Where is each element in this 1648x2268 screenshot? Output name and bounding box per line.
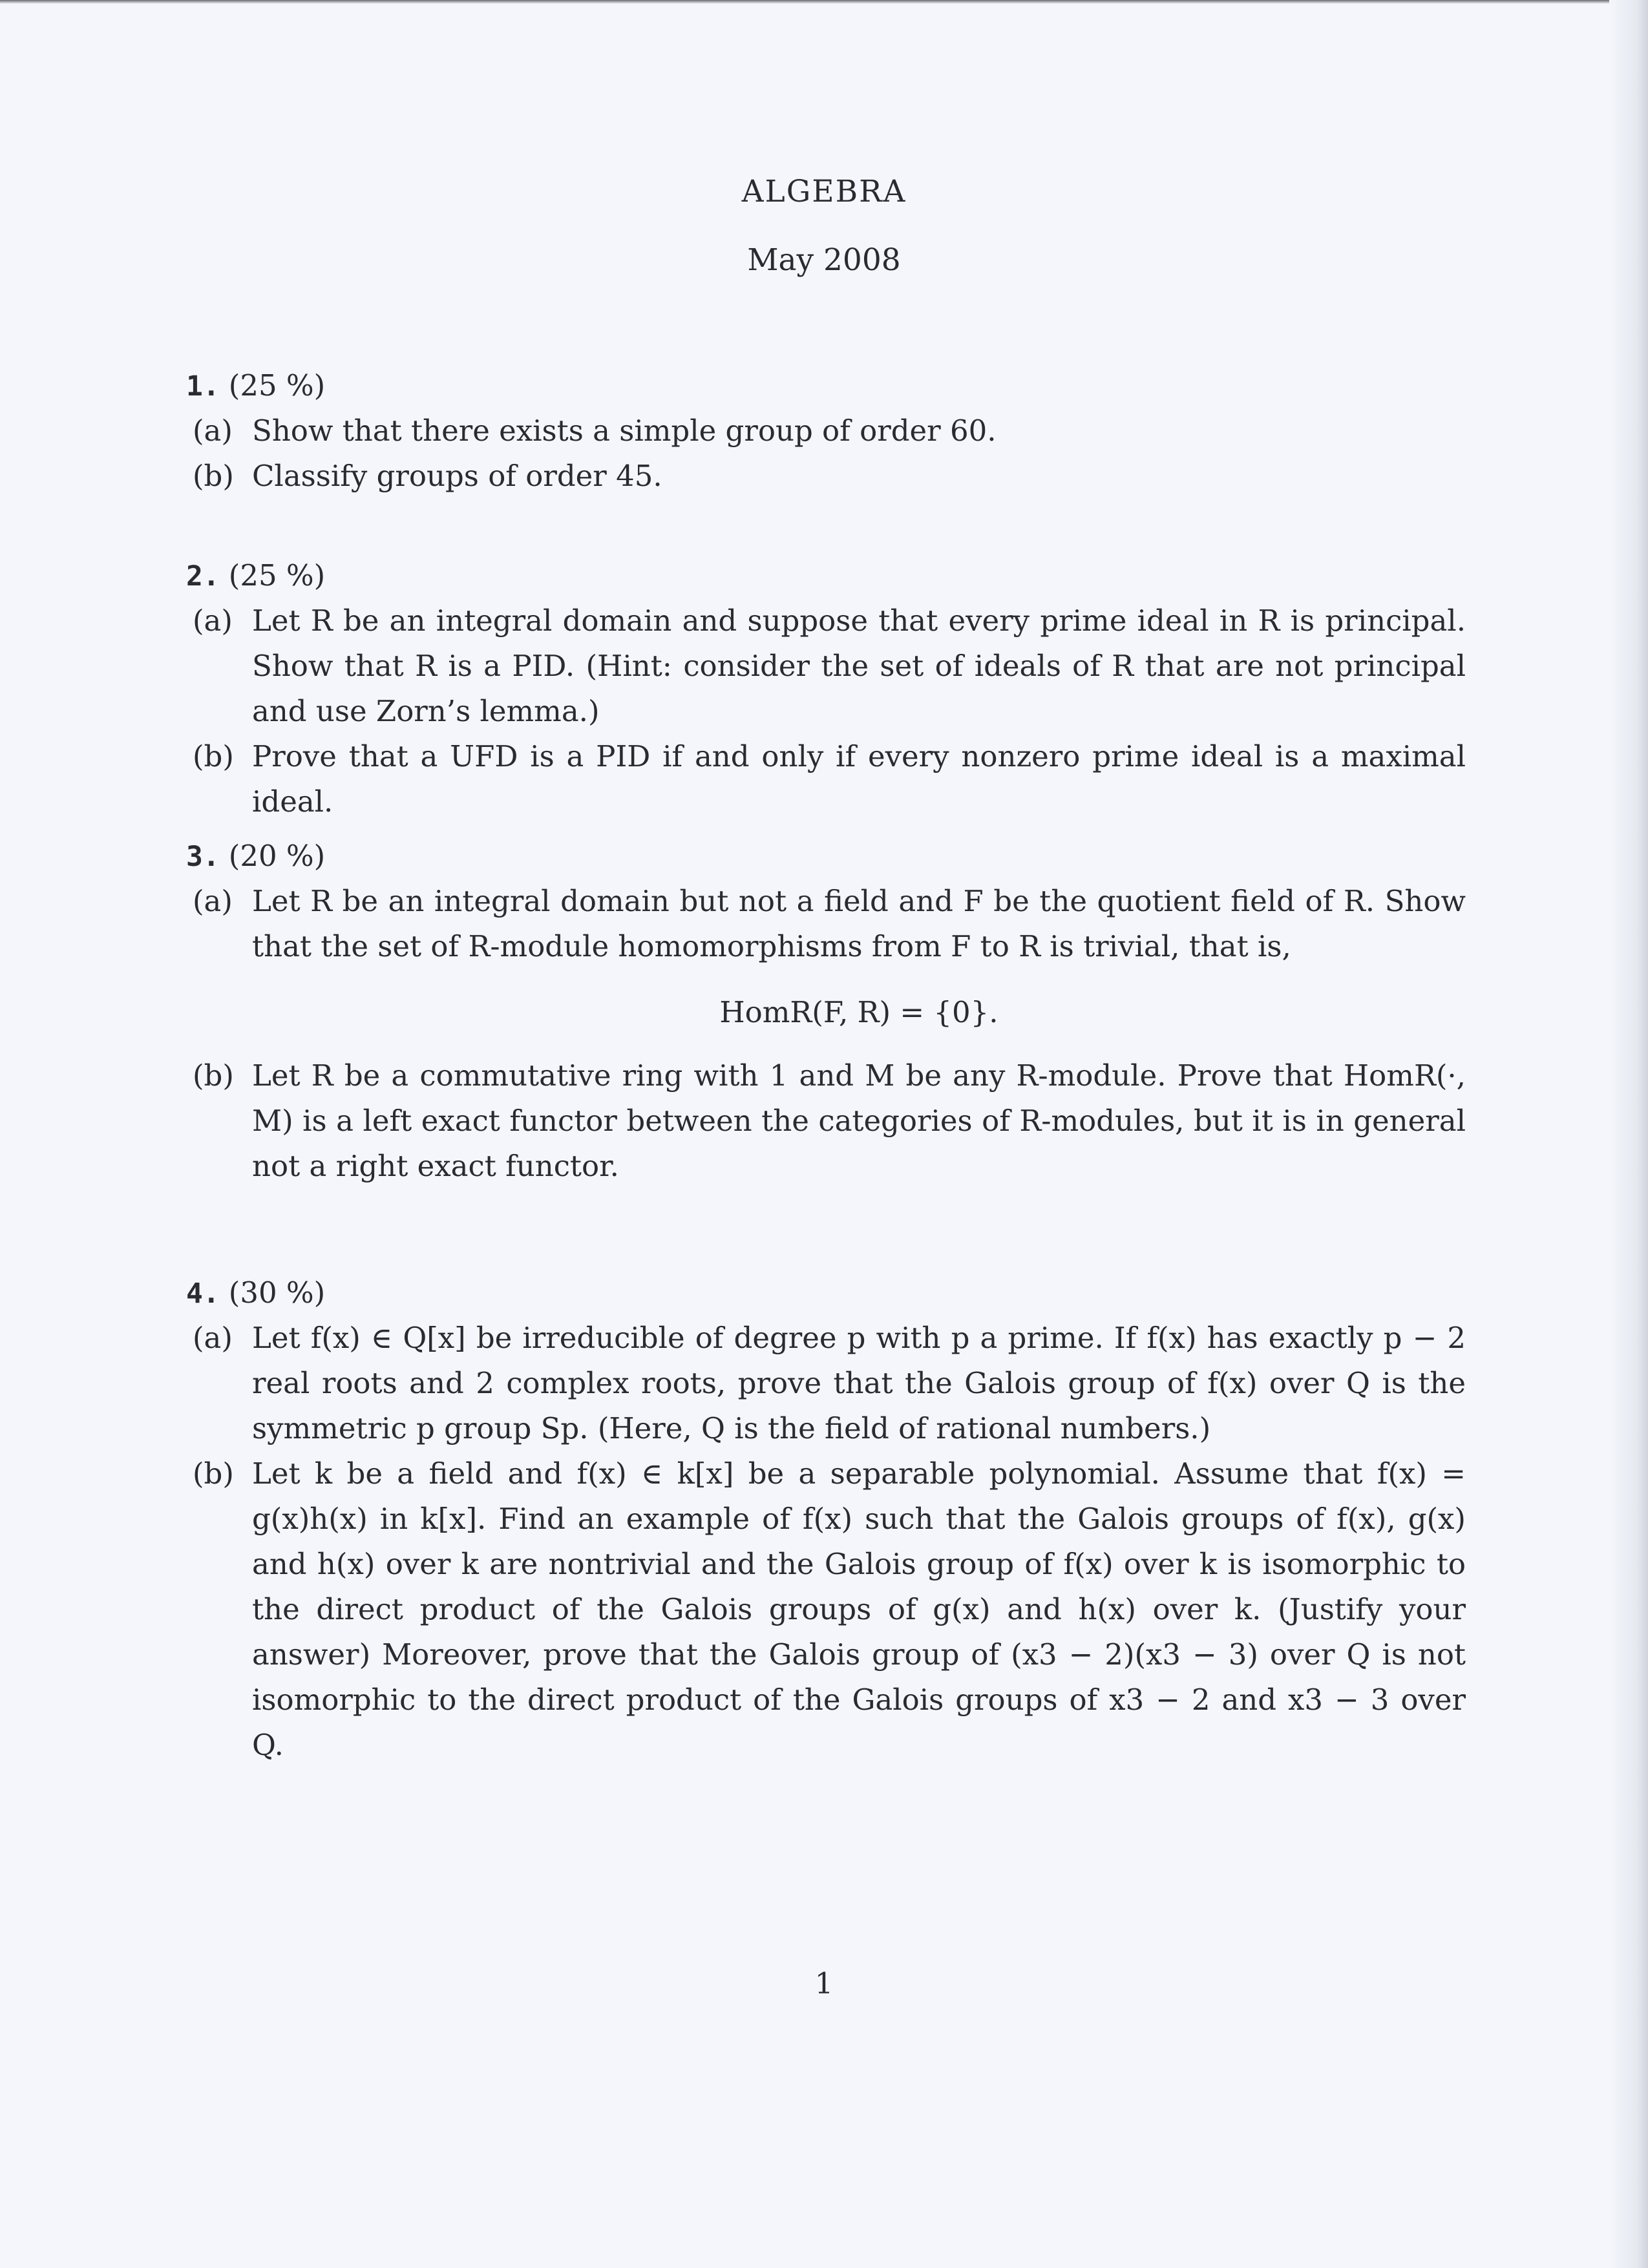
part-text: Let f(x) ∈ Q[x] be irreducible of degree p with p a prime. If f(x) has exactly p − 2 real roots and 2 complex roots, prove that the Galois group of f(x) over Q is the symmetric p group Sp. (Here, Q is the field of rational numbers.) <box>252 1321 1466 1445</box>
part-label: (a) <box>193 884 233 918</box>
problem-number: 1. <box>186 370 220 403</box>
problem-1 <box>186 363 1466 499</box>
problem-2 <box>186 553 1466 824</box>
problem-part <box>186 1053 1466 1189</box>
problem-part <box>186 734 1466 824</box>
problem-weight: (30 %) <box>228 1276 326 1310</box>
part-label: (b) <box>193 739 234 773</box>
problem-part <box>186 1451 1466 1768</box>
problem-header <box>186 363 1466 408</box>
problem-number: 3. <box>186 841 220 873</box>
part-text: Let R be an integral domain and suppose that every prime ideal in R is principal. Show that R is a PID. (Hint: consider the set of ideals of R that are not principal and use Zorn’s lemma.) <box>252 604 1466 728</box>
problem-weight: (20 %) <box>228 839 326 873</box>
problem-part <box>186 598 1466 734</box>
part-label: (a) <box>193 414 233 448</box>
problem-number: 2. <box>186 560 220 593</box>
part-text: Let k be a field and f(x) ∈ k[x] be a separable polynomial. Assume that f(x) = g(x)h(x) in k[x]. Find an example of f(x) such that the Galois groups of f(x), g(x) and h(x) over k are nontrivial and the Galois group of f(x) over k is isomorphic to the direct product of the Galois groups of g(x) and h(x) over k. (Justify your answer) Moreover, prove that the Galois group of (x3 − 2)(x3 − 3) over Q is not isomorphic to the direct product of the Galois groups of x3 − 2 and x3 − 3 over Q. <box>252 1456 1466 1762</box>
part-text: Let R be a commutative ring with 1 and M be any R-module. Prove that HomR(·, M) is a left exact functor between the categories of R-modules, but it is in general not a right exact functor. <box>252 1058 1466 1183</box>
problem-weight: (25 %) <box>228 558 326 593</box>
problem-part <box>186 879 1466 969</box>
problem-part <box>186 408 1466 454</box>
part-text: Classify groups of order 45. <box>252 459 662 493</box>
part-label: (a) <box>193 1321 233 1355</box>
page-number: 1 <box>814 1966 834 2000</box>
problem-4 <box>186 1270 1466 1768</box>
part-text: Show that there exists a simple group of order 60. <box>252 414 997 448</box>
part-label: (b) <box>193 1456 234 1491</box>
problem-3 <box>186 834 1466 1189</box>
problem-weight: (25 %) <box>228 368 326 403</box>
problem-part <box>186 1316 1466 1451</box>
part-text: Prove that a UFD is a PID if and only if every nonzero prime ideal is a maximal ideal. <box>252 739 1466 819</box>
part-label: (b) <box>193 1058 234 1093</box>
problem-header <box>186 834 1466 879</box>
display-equation: HomR(F, R) = {0}. <box>719 995 998 1029</box>
problem-header <box>186 1270 1466 1316</box>
problem-number: 4. <box>186 1277 220 1310</box>
problem-part <box>186 454 1466 499</box>
exam-title: ALGEBRA <box>741 174 907 209</box>
part-label: (b) <box>193 459 234 493</box>
part-label: (a) <box>193 604 233 638</box>
exam-date: May 2008 <box>747 242 901 278</box>
part-text: Let R be an integral domain but not a field and F be the quotient field of R. Show that the set of R-module homomorphisms from F to R is trivial, that is, <box>252 884 1466 963</box>
problem-header <box>186 553 1466 598</box>
